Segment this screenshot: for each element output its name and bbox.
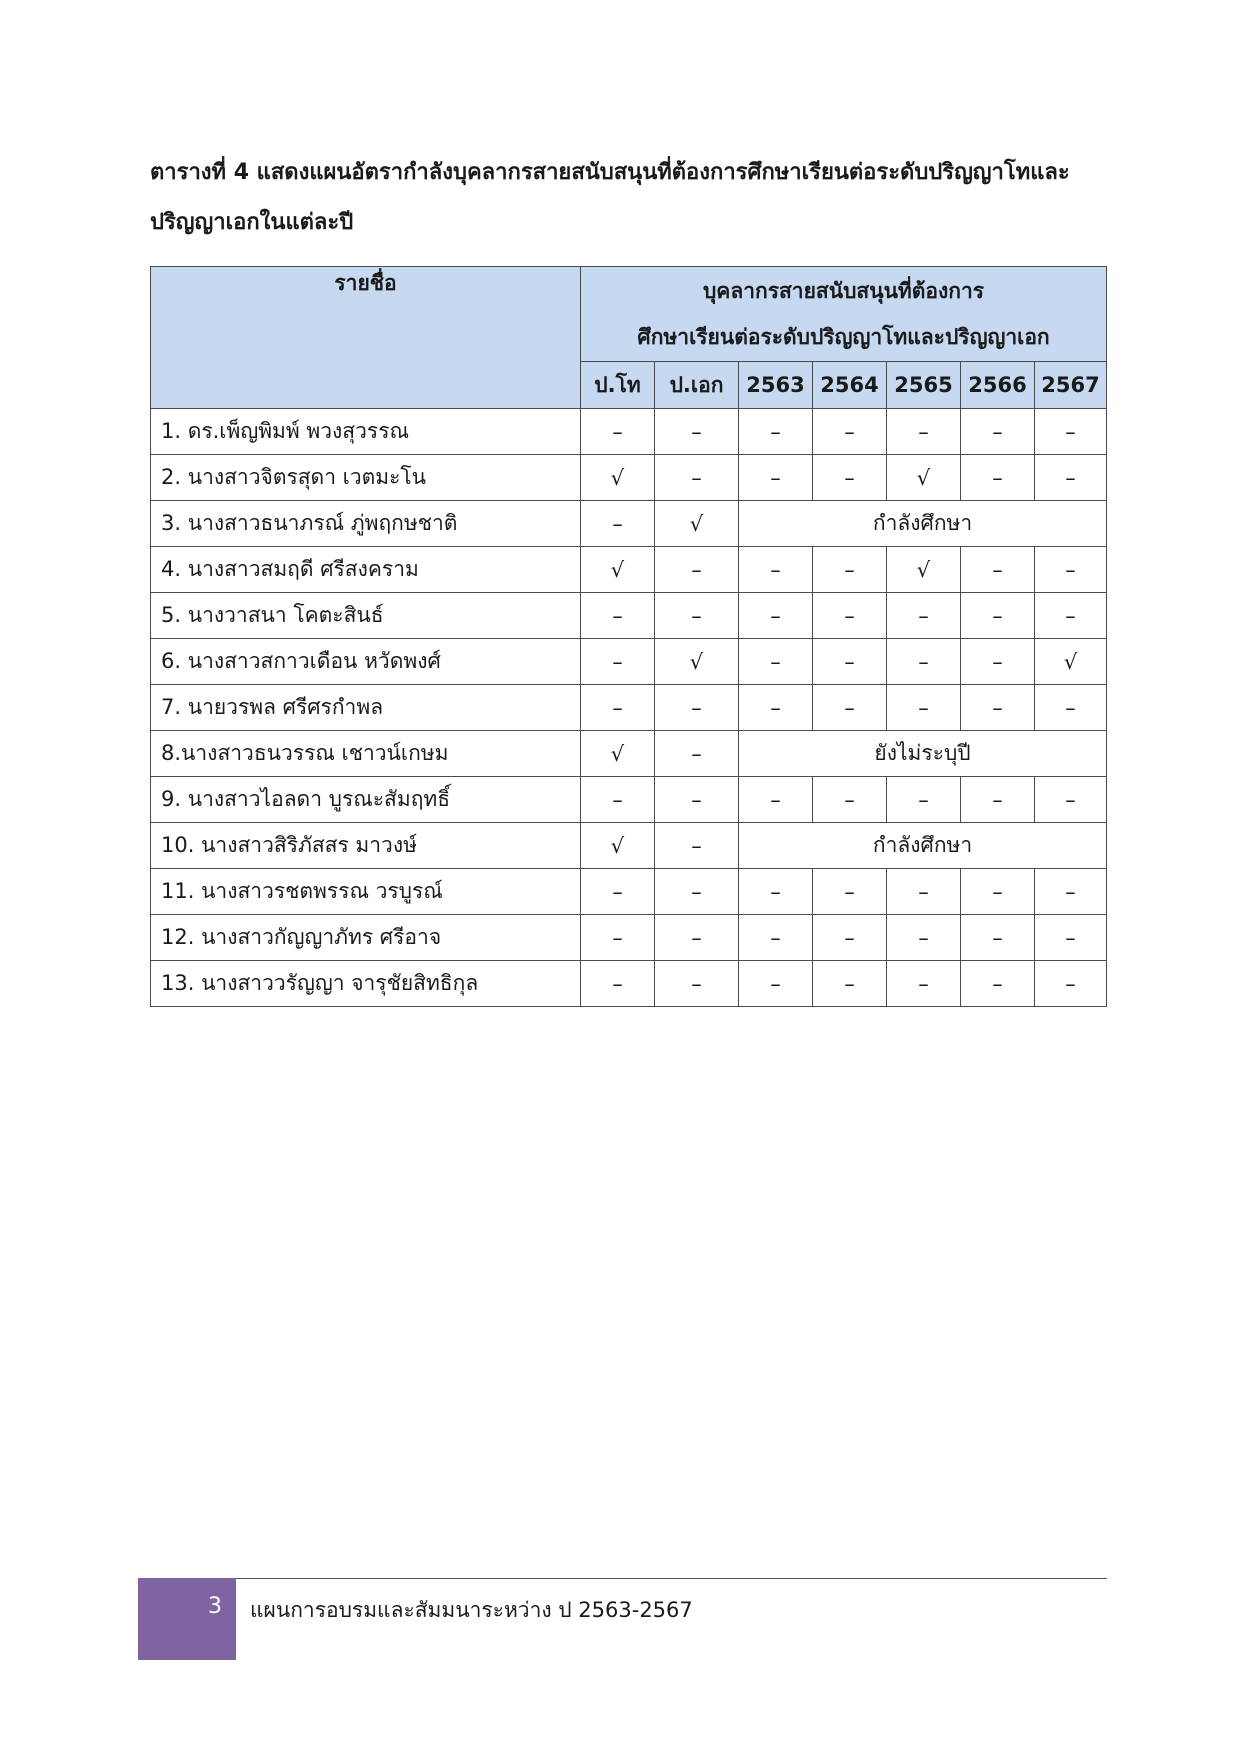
- staff-name: 5. นางวาสนา โคตะสินธ์: [151, 593, 581, 639]
- footer-title: แผนการอบรมและสัมมนาระหว่าง ป 2563-2567: [250, 1598, 693, 1622]
- status-cell: –: [739, 593, 813, 639]
- status-cell: –: [655, 823, 739, 869]
- status-cell: –: [581, 501, 655, 547]
- status-cell: –: [581, 915, 655, 961]
- table-row: [151, 731, 1107, 777]
- sub-header-4: 2565: [887, 362, 961, 409]
- status-cell: –: [813, 777, 887, 823]
- table-row: [151, 455, 1107, 501]
- staff-name: 1. ดร.เพ็ญพิมพ์ พวงสุวรรณ: [151, 409, 581, 455]
- status-cell: –: [1035, 455, 1107, 501]
- status-cell: –: [655, 685, 739, 731]
- status-cell: –: [739, 547, 813, 593]
- status-cell: –: [961, 685, 1035, 731]
- page-number: 3: [208, 1594, 222, 1619]
- staff-name: 2. นางสาวจิตรสุดา เวตมะโน: [151, 455, 581, 501]
- status-cell: –: [655, 915, 739, 961]
- status-cell: –: [655, 593, 739, 639]
- status-cell: –: [961, 455, 1035, 501]
- staff-name: 4. นางสาวสมฤดี ศรีสงคราม: [151, 547, 581, 593]
- status-cell: –: [813, 915, 887, 961]
- table-row: [151, 961, 1107, 1007]
- status-cell: –: [739, 685, 813, 731]
- status-cell: –: [887, 961, 961, 1007]
- status-cell: –: [581, 777, 655, 823]
- status-cell: –: [887, 777, 961, 823]
- sub-header-3: 2564: [813, 362, 887, 409]
- status-cell: –: [813, 409, 887, 455]
- staff-name: 3. นางสาวธนาภรณ์ ภู่พฤกษชาติ: [151, 501, 581, 547]
- status-cell: –: [961, 961, 1035, 1007]
- staff-name: 10. นางสาวสิริภัสสร มาวงษ์: [151, 823, 581, 869]
- table-body: [151, 409, 1107, 1007]
- sub-header-0: ป.โท: [581, 362, 655, 409]
- table-row: [151, 685, 1107, 731]
- status-cell: –: [1035, 593, 1107, 639]
- status-cell: –: [887, 593, 961, 639]
- table-row: [151, 777, 1107, 823]
- status-cell: –: [813, 869, 887, 915]
- staff-name: 13. นางสาววรัญญา จารุชัยสิทธิกุล: [151, 961, 581, 1007]
- status-cell: –: [581, 593, 655, 639]
- staff-name: 11. นางสาวรชตพรรณ วรบูรณ์: [151, 869, 581, 915]
- status-note: ยังไม่ระบุปี: [739, 731, 1107, 777]
- status-cell: –: [1035, 869, 1107, 915]
- staff-name: 8.นางสาวธนวรรณ เชาวน์เกษม: [151, 731, 581, 777]
- status-cell: √: [581, 823, 655, 869]
- status-cell: √: [655, 501, 739, 547]
- staff-name: 6. นางสาวสกาวเดือน หวัดพงศ์: [151, 639, 581, 685]
- status-cell: –: [887, 915, 961, 961]
- status-cell: –: [887, 639, 961, 685]
- status-cell: –: [1035, 409, 1107, 455]
- status-cell: –: [581, 961, 655, 1007]
- status-cell: –: [813, 455, 887, 501]
- status-cell: –: [887, 409, 961, 455]
- status-cell: –: [1035, 915, 1107, 961]
- status-cell: –: [739, 915, 813, 961]
- table-row: [151, 823, 1107, 869]
- status-cell: –: [1035, 685, 1107, 731]
- staff-name: 9. นางสาวไอลดา บูรณะสัมฤทธิ์: [151, 777, 581, 823]
- status-note: กำลังศึกษา: [739, 823, 1107, 869]
- table-row: [151, 869, 1107, 915]
- status-cell: –: [961, 409, 1035, 455]
- status-cell: –: [887, 869, 961, 915]
- status-cell: –: [813, 639, 887, 685]
- status-cell: –: [961, 547, 1035, 593]
- table-row: [151, 409, 1107, 455]
- status-cell: –: [581, 409, 655, 455]
- table-row: [151, 915, 1107, 961]
- table-row: [151, 547, 1107, 593]
- status-cell: –: [739, 639, 813, 685]
- group-header-line-2: ศึกษาเรียนต่อระดับปริญญาโทและปริญญาเอก: [637, 325, 1050, 349]
- status-cell: √: [887, 547, 961, 593]
- status-cell: –: [961, 915, 1035, 961]
- staff-study-plan-table: [150, 266, 1107, 1007]
- status-cell: –: [739, 455, 813, 501]
- status-cell: –: [581, 639, 655, 685]
- status-cell: –: [887, 685, 961, 731]
- status-cell: –: [813, 961, 887, 1007]
- status-cell: –: [655, 547, 739, 593]
- status-cell: –: [1035, 547, 1107, 593]
- status-cell: √: [887, 455, 961, 501]
- status-cell: –: [655, 731, 739, 777]
- sub-header-1: ป.เอก: [655, 362, 739, 409]
- footer-rule: [236, 1578, 1107, 1579]
- status-cell: √: [655, 639, 739, 685]
- table-caption: ตารางที่ 4 แสดงแผนอัตรากำลังบุคลากรสายสนับสนุนที่ต้องการศึกษาเรียนต่อระดับปริญญาโทและปริญญาเอกในแต่ละปี: [150, 160, 1070, 235]
- status-cell: –: [655, 777, 739, 823]
- status-cell: –: [813, 547, 887, 593]
- status-cell: –: [1035, 961, 1107, 1007]
- status-cell: –: [739, 961, 813, 1007]
- table-row: [151, 501, 1107, 547]
- sub-header-6: 2567: [1035, 362, 1107, 409]
- sub-header-2: 2563: [739, 362, 813, 409]
- status-cell: –: [739, 869, 813, 915]
- status-cell: –: [961, 639, 1035, 685]
- staff-name: 7. นายวรพล ศรีศรกำพล: [151, 685, 581, 731]
- status-cell: √: [581, 455, 655, 501]
- status-cell: –: [813, 593, 887, 639]
- status-cell: √: [1035, 639, 1107, 685]
- status-cell: –: [655, 961, 739, 1007]
- status-cell: √: [581, 547, 655, 593]
- status-cell: –: [581, 869, 655, 915]
- staff-name: 12. นางสาวกัญญาภัทร ศรีอาจ: [151, 915, 581, 961]
- status-cell: –: [655, 409, 739, 455]
- status-cell: –: [655, 455, 739, 501]
- status-cell: –: [961, 593, 1035, 639]
- status-cell: √: [581, 731, 655, 777]
- status-cell: –: [655, 869, 739, 915]
- group-column-header: [581, 267, 1107, 362]
- status-cell: –: [961, 869, 1035, 915]
- table-row: [151, 639, 1107, 685]
- table-row: [151, 593, 1107, 639]
- status-cell: –: [1035, 777, 1107, 823]
- sub-header-5: 2566: [961, 362, 1035, 409]
- status-cell: –: [813, 685, 887, 731]
- status-note: กำลังศึกษา: [739, 501, 1107, 547]
- status-cell: –: [961, 777, 1035, 823]
- status-cell: –: [739, 409, 813, 455]
- status-cell: –: [739, 777, 813, 823]
- status-cell: –: [581, 685, 655, 731]
- group-header-line-1: บุคลากรสายสนับสนุนที่ต้องการ: [702, 279, 985, 303]
- page-number-box: [138, 1578, 236, 1660]
- name-column-header: รายชื่อ: [151, 267, 581, 409]
